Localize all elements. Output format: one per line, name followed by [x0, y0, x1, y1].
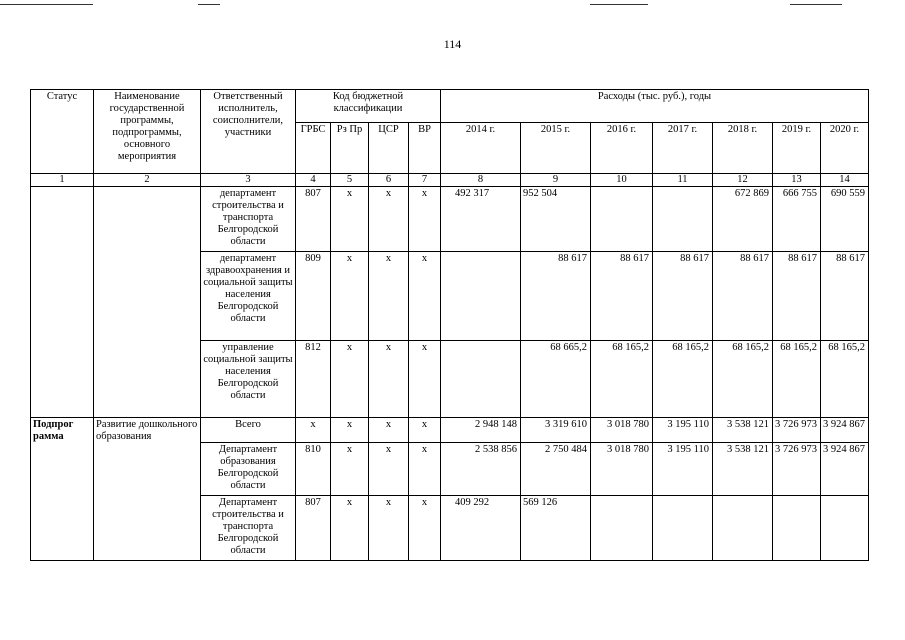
value-cell: 88 617: [521, 252, 591, 341]
executor-cell: Департамент строительства и транспорта Белгородской области: [201, 496, 296, 561]
grbs-cell: x: [296, 418, 331, 443]
value-cell: [713, 496, 773, 561]
grbs-cell: 807: [296, 496, 331, 561]
value-cell: [821, 496, 869, 561]
value-cell: 3 195 110: [653, 418, 713, 443]
name-cell: [94, 187, 201, 418]
value-cell: [441, 341, 521, 418]
value-cell: 666 755: [773, 187, 821, 252]
grbs-cell: 809: [296, 252, 331, 341]
header-year: 2020 г.: [821, 123, 869, 174]
header-budget-code: Код бюджетной классификации: [296, 90, 441, 123]
header-year: 2018 г.: [713, 123, 773, 174]
value-cell: 3 018 780: [591, 418, 653, 443]
value-cell: 690 559: [821, 187, 869, 252]
grbs-cell: 807: [296, 187, 331, 252]
status-cell: [31, 187, 94, 418]
value-cell: 88 617: [713, 252, 773, 341]
value-cell: 2 538 856: [441, 443, 521, 496]
value-cell: [653, 187, 713, 252]
budget-table: [30, 89, 869, 561]
value-cell: 3 924 867: [821, 418, 869, 443]
value-cell: 3 538 121: [713, 418, 773, 443]
value-cell: 68 165,2: [821, 341, 869, 418]
header-year: 2016 г.: [591, 123, 653, 174]
executor-cell: Всего: [201, 418, 296, 443]
vr-cell: x: [409, 341, 441, 418]
column-number: 12: [713, 174, 773, 187]
value-cell: 88 617: [821, 252, 869, 341]
name-cell: Развитие дошкольного образования: [94, 418, 201, 561]
rz-cell: x: [331, 443, 369, 496]
header-rzpr: Рз Пр: [331, 123, 369, 174]
scan-artifact-line: [790, 4, 842, 5]
rz-cell: x: [331, 418, 369, 443]
column-number-row: [31, 174, 869, 187]
vr-cell: x: [409, 443, 441, 496]
csr-cell: x: [369, 418, 409, 443]
value-cell: 3 319 610: [521, 418, 591, 443]
value-cell: 68 665,2: [521, 341, 591, 418]
value-cell: 2 948 148: [441, 418, 521, 443]
header-csr: ЦСР: [369, 123, 409, 174]
value-cell: 88 617: [653, 252, 713, 341]
header-year: 2017 г.: [653, 123, 713, 174]
column-number: 4: [296, 174, 331, 187]
value-cell: 3 726 973: [773, 418, 821, 443]
value-cell: 3 538 121: [713, 443, 773, 496]
executor-cell: департамент здравоохранения и социальной защиты населения Белгородской области: [201, 252, 296, 341]
value-cell: 88 617: [773, 252, 821, 341]
scan-artifact-line: [590, 4, 648, 5]
value-cell: 3 726 973: [773, 443, 821, 496]
value-cell: [591, 496, 653, 561]
rz-cell: x: [331, 187, 369, 252]
value-cell: [441, 252, 521, 341]
csr-cell: x: [369, 443, 409, 496]
value-cell: [773, 496, 821, 561]
value-cell: 952 504: [521, 187, 591, 252]
executor-cell: Департамент образования Белгородской области: [201, 443, 296, 496]
csr-cell: x: [369, 187, 409, 252]
column-number: 3: [201, 174, 296, 187]
rz-cell: x: [331, 496, 369, 561]
column-number: 11: [653, 174, 713, 187]
header-vr: ВР: [409, 123, 441, 174]
column-number: 1: [31, 174, 94, 187]
value-cell: 68 165,2: [713, 341, 773, 418]
grbs-cell: 812: [296, 341, 331, 418]
grbs-cell: 810: [296, 443, 331, 496]
header-executor: Ответственный исполнитель, соисполнители, участники: [201, 90, 296, 174]
vr-cell: x: [409, 252, 441, 341]
value-cell: 3 018 780: [591, 443, 653, 496]
rz-cell: x: [331, 252, 369, 341]
table-row: [31, 418, 869, 443]
value-cell: [653, 496, 713, 561]
vr-cell: x: [409, 496, 441, 561]
column-number: 7: [409, 174, 441, 187]
executor-cell: департамент строительства и транспорта Белгородской области: [201, 187, 296, 252]
column-number: 8: [441, 174, 521, 187]
value-cell: 569 126: [521, 496, 591, 561]
header-grbs: ГРБС: [296, 123, 331, 174]
column-number: 2: [94, 174, 201, 187]
vr-cell: x: [409, 187, 441, 252]
rz-cell: x: [331, 341, 369, 418]
column-number: 9: [521, 174, 591, 187]
status-cell: Подпрог рамма: [31, 418, 94, 561]
value-cell: 492 317: [441, 187, 521, 252]
value-cell: 409 292: [441, 496, 521, 561]
value-cell: 68 165,2: [591, 341, 653, 418]
scan-artifact-line: [0, 4, 93, 5]
header-expenses: Расходы (тыс. руб.), годы: [441, 90, 869, 123]
page-number: 114: [443, 37, 462, 51]
executor-cell: управление социальной защиты населения Белгородской области: [201, 341, 296, 418]
value-cell: 2 750 484: [521, 443, 591, 496]
column-number: 5: [331, 174, 369, 187]
value-cell: 68 165,2: [773, 341, 821, 418]
csr-cell: x: [369, 341, 409, 418]
header-name: Наименование государственной программы, подпрограммы, основного мероприятия: [94, 90, 201, 174]
column-number: 14: [821, 174, 869, 187]
value-cell: [591, 187, 653, 252]
table-row: [31, 187, 869, 252]
value-cell: 88 617: [591, 252, 653, 341]
header-status: Статус: [31, 90, 94, 174]
scan-artifact-line: [198, 4, 220, 5]
value-cell: 3 924 867: [821, 443, 869, 496]
csr-cell: x: [369, 496, 409, 561]
value-cell: 68 165,2: [653, 341, 713, 418]
header-year: 2014 г.: [441, 123, 521, 174]
value-cell: 3 195 110: [653, 443, 713, 496]
vr-cell: x: [409, 418, 441, 443]
column-number: 10: [591, 174, 653, 187]
csr-cell: x: [369, 252, 409, 341]
column-number: 6: [369, 174, 409, 187]
header-year: 2015 г.: [521, 123, 591, 174]
header-year: 2019 г.: [773, 123, 821, 174]
value-cell: 672 869: [713, 187, 773, 252]
column-number: 13: [773, 174, 821, 187]
